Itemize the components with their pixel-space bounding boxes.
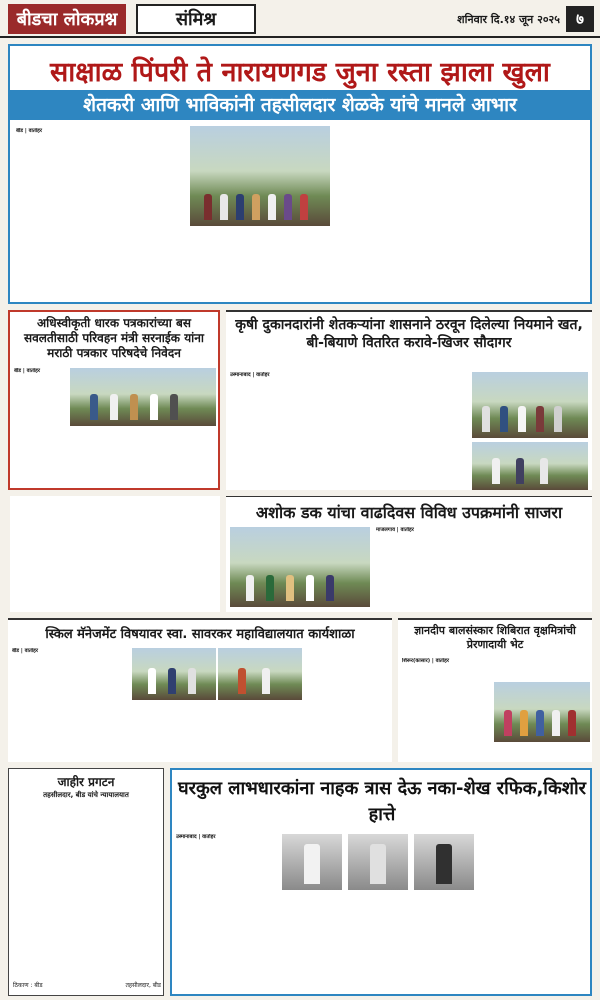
housing-headline: घरकुल लाभधारकांना नाहक त्रास देऊ नका-शेख रफिक,किशोर हात्ते — [177, 778, 587, 825]
masthead — [0, 0, 600, 38]
housing-portrait-1 — [282, 834, 342, 890]
housing-portrait-3 — [414, 834, 474, 890]
notice-signatory: तहसीलदार, बीड — [125, 982, 161, 989]
balsanskar-headline: ज्ञानदीप बालसंस्कार शिबिरात वृक्षमित्रांची प्रेरणादायी भेट — [414, 624, 576, 651]
journalists-body-text-2 — [70, 430, 216, 488]
journalists-photo — [70, 368, 216, 426]
housing-dateline: उस्मानाबाद | वार्ताहर — [176, 834, 216, 840]
lead-headline: साक्षाळ पिंपरी ते नारायणगड जुना रस्ता झाला खुला — [50, 57, 550, 88]
issue-date: शनिवार दि.१४ जून २०२५ — [457, 13, 560, 26]
housing-body-text-3 — [478, 834, 588, 992]
lead-story — [8, 44, 592, 304]
agri-shops-headline: कृषी दुकानदारांनी शेतकऱ्यांना शासनाने ठरवून दिलेल्या नियमाने खत, बी-बियाणे वितरित करावे-खिजर सौदागर — [235, 317, 583, 351]
newspaper-brand: बीडचा लोकप्रश्न — [8, 4, 126, 34]
page-number: ७ — [566, 6, 594, 32]
lead-body-text-4 — [466, 128, 588, 298]
notice-title: जाहीर प्रगटन — [57, 775, 115, 789]
agri-shops-dateline: उस्मानाबाद | वार्ताहर — [230, 372, 270, 378]
agri-shops-photo-1 — [472, 372, 588, 438]
journalists-story — [8, 310, 220, 490]
balsanskar-body-text — [402, 658, 490, 760]
agri-shops-photo-2 — [472, 442, 588, 490]
journalists-continued-text — [10, 496, 220, 612]
housing-body-text — [176, 834, 276, 992]
notice-body-text — [13, 805, 161, 973]
skill-workshop-dateline: बीड | वार्ताहर — [12, 648, 38, 654]
public-notice-ad — [8, 768, 164, 996]
journalists-body-text — [14, 368, 66, 488]
skill-workshop-body-text-3 — [306, 648, 388, 760]
agri-shops-story — [226, 310, 592, 490]
notice-place: ठिकाण : बीड — [13, 982, 43, 989]
notice-subtitle: तहसीलदार, बीड यांचे न्यायालयात — [43, 791, 129, 799]
balsanskar-dateline: शिरूर(कासार) | वार्ताहर — [402, 658, 449, 664]
birthday-story — [226, 496, 592, 612]
skill-workshop-story — [8, 618, 392, 762]
skill-workshop-body-text — [12, 648, 128, 760]
birthday-dateline: माजलगाव | वार्ताहर — [376, 527, 414, 533]
housing-portrait-2 — [348, 834, 408, 890]
birthday-photo — [230, 527, 370, 607]
journalists-headline: अधिस्वीकृती धारक पत्रकारांच्या बस सवलतीसाठी परिवहन मंत्री सरनाईक यांना मराठी पत्रकार परिषदेचे निवेदन — [23, 316, 205, 360]
lead-body-text — [16, 128, 184, 298]
birthday-body-text — [376, 527, 588, 609]
journalists-dateline: बीड | वार्ताहर — [14, 368, 40, 374]
lead-dateline: बीड | वार्ताहर — [16, 128, 42, 134]
agri-shops-body-text — [230, 372, 466, 488]
housing-story — [170, 768, 592, 996]
lead-subheadline: शेतकरी आणि भाविकांनी तहसीलदार शेळके यांचे मानले आभार — [10, 90, 590, 120]
skill-workshop-photo-1 — [132, 648, 216, 700]
birthday-headline: अशोक डक यांचा वाढदिवस विविध उपक्रमांनी साजरा — [255, 503, 563, 522]
lead-body-text-2 — [190, 230, 330, 298]
section-name: संमिश्र — [136, 4, 256, 34]
balsanskar-photo — [494, 682, 590, 742]
housing-body-text-2 — [282, 894, 474, 992]
balsanskar-story — [398, 618, 592, 762]
skill-workshop-headline: स्किल मॅनेजमेंट विषयावर स्वा. सावरकर महाविद्यालयात कार्यशाळा — [45, 627, 355, 642]
lead-body-text-3 — [336, 128, 460, 298]
lead-photo — [190, 126, 330, 226]
notice-footer — [13, 981, 161, 989]
skill-workshop-photo-2 — [218, 648, 302, 700]
skill-workshop-body-text-2 — [132, 704, 302, 760]
